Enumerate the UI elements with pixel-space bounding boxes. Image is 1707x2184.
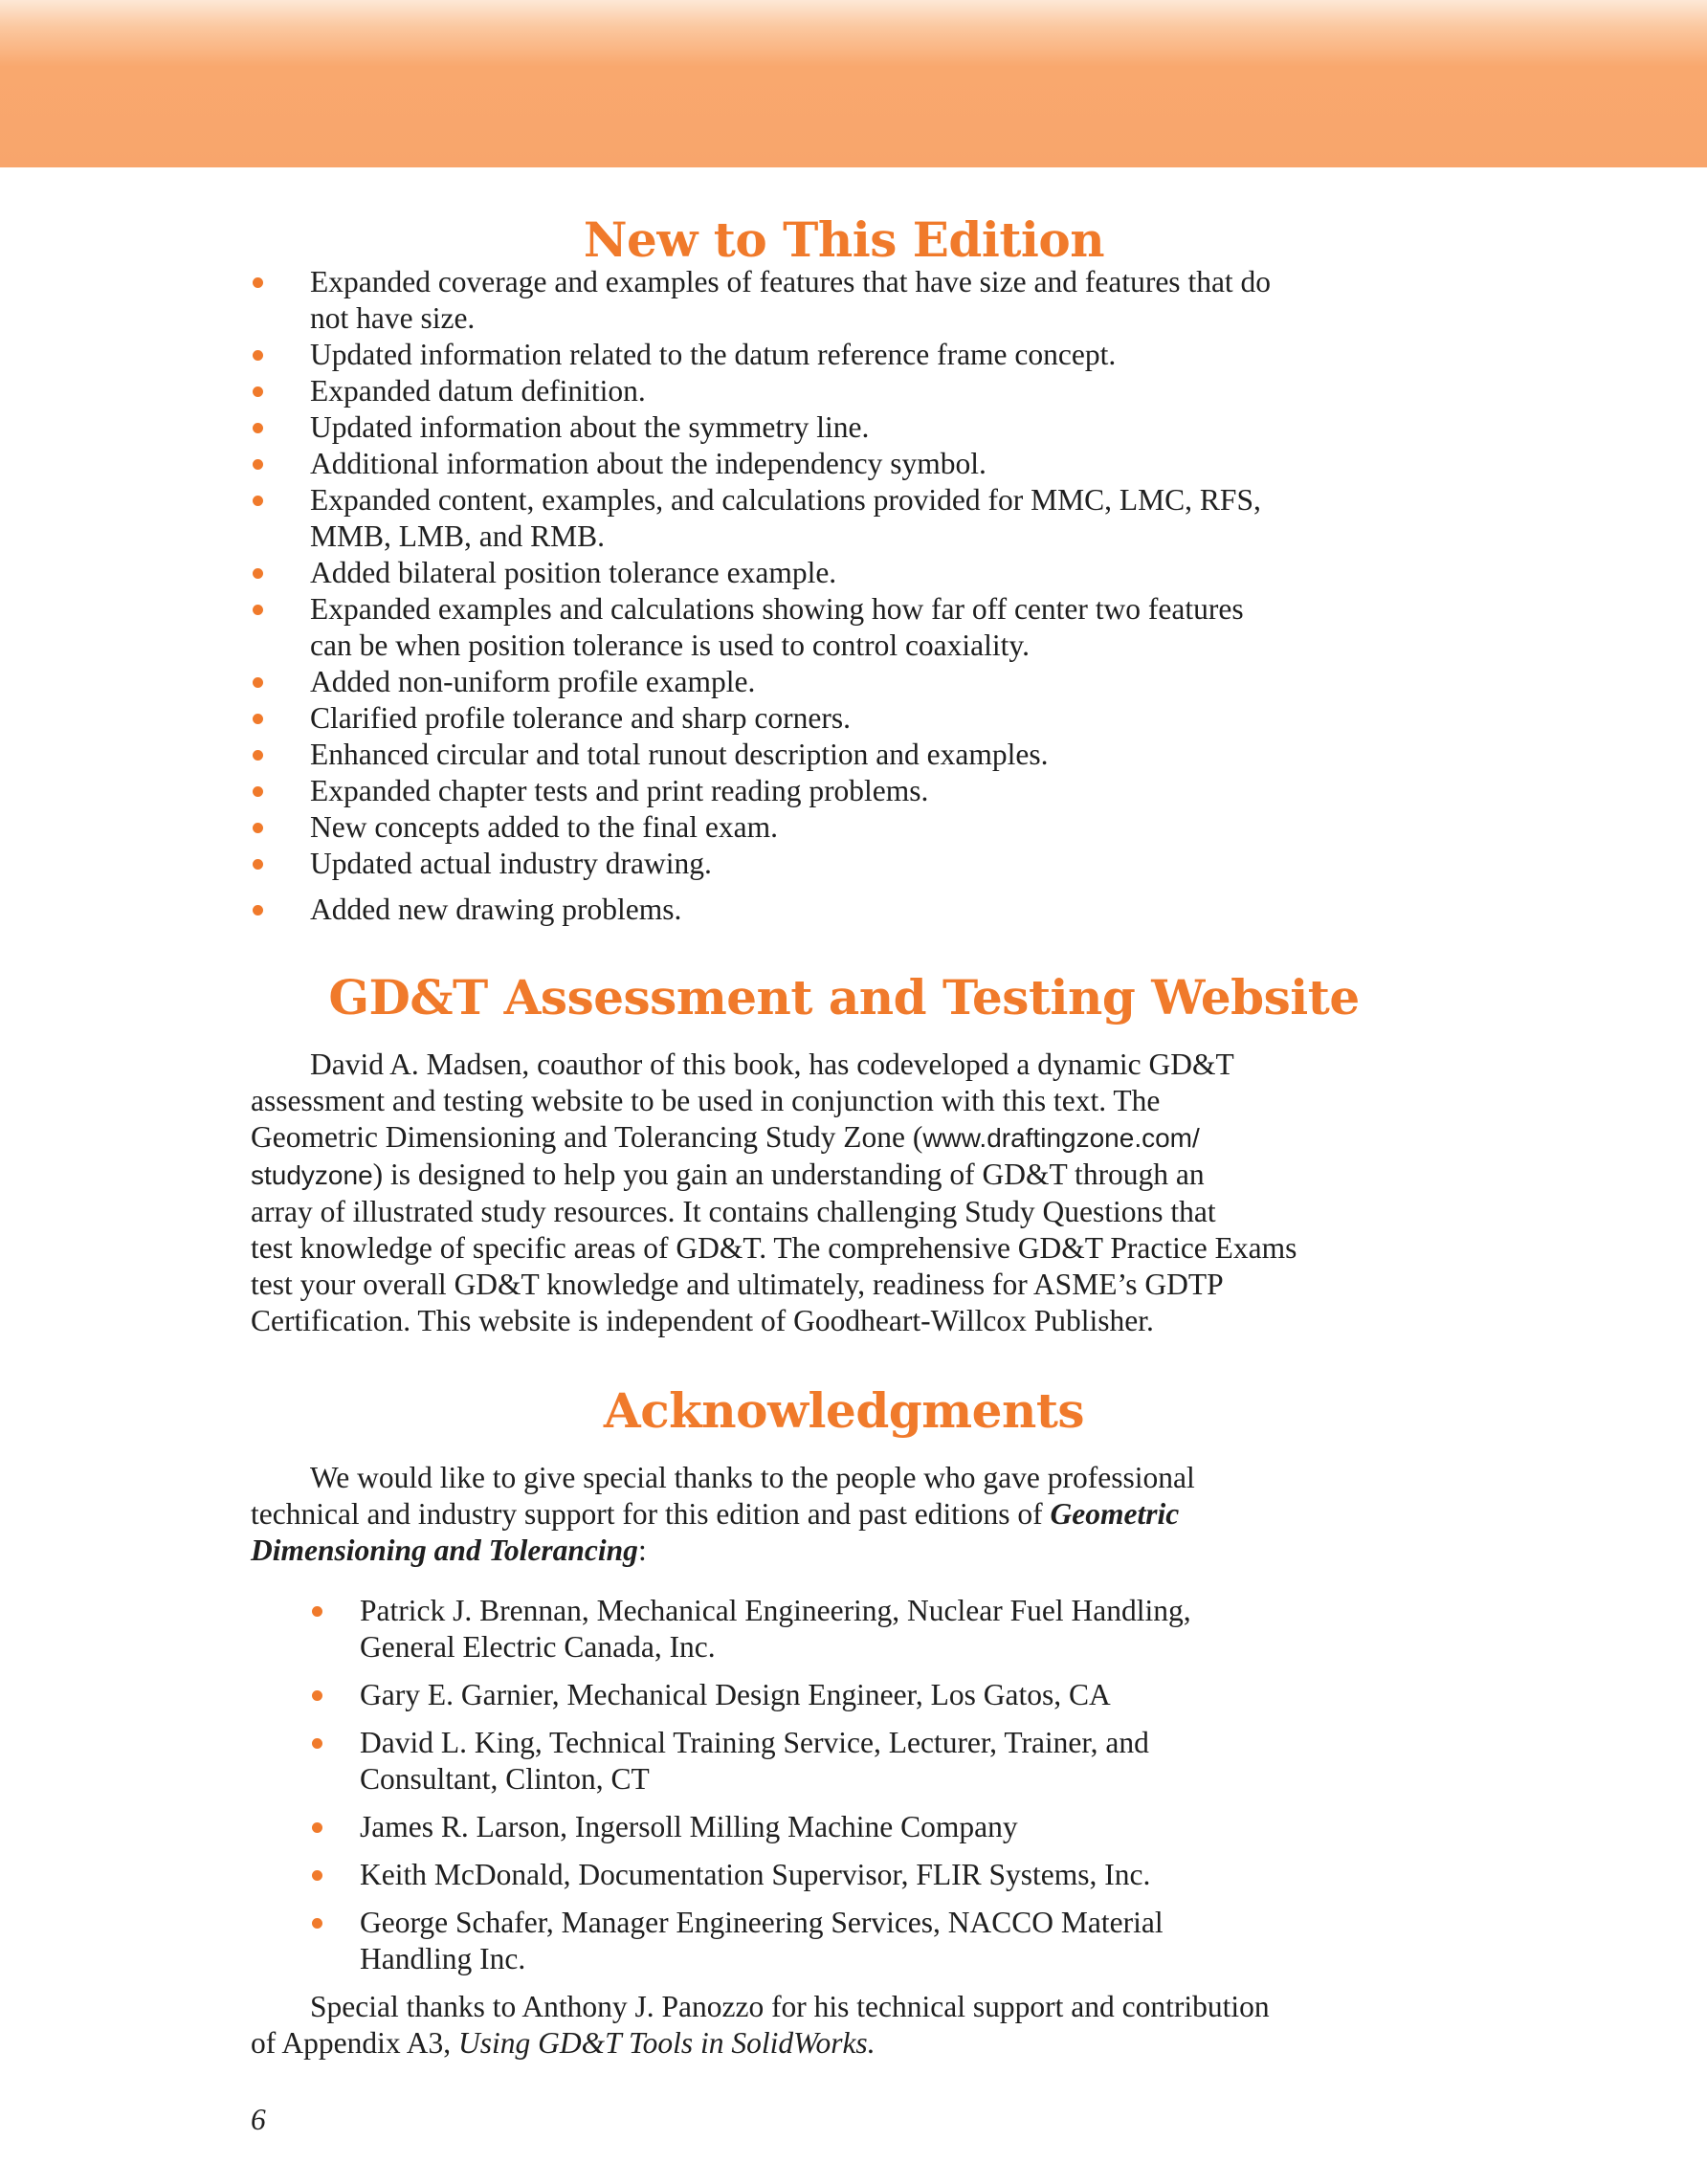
new-edition-item: [251, 409, 1437, 446]
paragraph-line: test your overall GD&T knowledge and ultimately, readiness for ASME’s GDTP: [251, 1268, 1224, 1301]
paragraph-line: [251, 1119, 1437, 1157]
list-item-line: Expanded chapter tests and print reading problems.: [310, 774, 929, 807]
acknowledged-person: [251, 1593, 1437, 1666]
list-item-line: Consultant, Clinton, CT: [360, 1762, 650, 1796]
new-edition-item: [251, 482, 1437, 555]
new-edition-item: [251, 337, 1437, 373]
bullet-dot: [253, 605, 263, 615]
new-edition-item: [251, 555, 1437, 591]
bullet-dot: [312, 1822, 322, 1833]
paragraph-line: We would like to give special thanks to the people who gave professional: [310, 1461, 1195, 1494]
bullet-dot: [312, 1606, 322, 1617]
new-edition-item: [251, 737, 1437, 773]
paragraph-text: technical and industry support for this edition and past editions of: [251, 1497, 1051, 1531]
new-edition-list: [251, 264, 1437, 928]
bullet-dot: [253, 905, 263, 916]
acknowledgments-list: [251, 1593, 1437, 1977]
bullet-dot: [253, 386, 263, 397]
new-edition-item: [251, 773, 1437, 809]
list-item-line: Handling Inc.: [360, 1942, 526, 1975]
bullet-dot: [253, 459, 263, 470]
list-item-line: Updated actual industry drawing.: [310, 847, 712, 880]
acknowledgments-heading: Acknowledgments: [603, 1382, 1085, 1439]
new-edition-item: [251, 591, 1437, 664]
paragraph-line: array of illustrated study resources. It contains challenging Study Questions that: [251, 1195, 1216, 1228]
bullet-dot: [253, 568, 263, 579]
acknowledged-person: [251, 1809, 1437, 1845]
new-edition-item: [251, 700, 1437, 737]
acknowledged-person: [251, 1905, 1437, 1977]
list-item-line: Added non-uniform profile example.: [310, 665, 756, 698]
paragraph-line: test knowledge of specific areas of GD&T. The comprehensive GD&T Practice Exams: [251, 1231, 1297, 1265]
bullet-dot: [253, 823, 263, 833]
list-item-line: Expanded content, examples, and calculations provided for MMC, LMC, RFS,: [310, 483, 1261, 517]
book-title: Dimensioning and Tolerancing: [251, 1533, 638, 1567]
paragraph-line: Certification. This website is independent of Goodheart-Willcox Publisher.: [251, 1304, 1154, 1337]
special-thanks-paragraph: [251, 1989, 1437, 2062]
new-edition-item: [251, 892, 1437, 928]
list-item-line: Gary E. Garnier, Mechanical Design Engineer, Los Gatos, CA: [360, 1678, 1111, 1711]
header-band: [0, 0, 1707, 167]
bullet-dot: [253, 423, 263, 433]
appendix-title: Using GD&T Tools in SolidWorks.: [458, 2026, 876, 2060]
list-item-line: Keith McDonald, Documentation Supervisor, FLIR Systems, Inc.: [360, 1858, 1151, 1891]
list-item-line: Added new drawing problems.: [310, 893, 682, 926]
bullet-dot: [253, 496, 263, 506]
paragraph-text: ) is designed to help you gain an understanding of GD&T through an: [372, 1158, 1205, 1191]
study-zone-link-cont[interactable]: studyzone: [251, 1160, 373, 1190]
bullet-dot: [312, 1690, 322, 1701]
list-item-line: Updated information related to the datum reference frame concept.: [310, 338, 1117, 371]
paragraph-text: Geometric Dimensioning and Tolerancing Study Zone (: [251, 1120, 923, 1154]
list-item-line: Updated information about the symmetry line.: [310, 410, 870, 444]
paragraph-line: Special thanks to Anthony J. Panozzo for his technical support and contribution: [310, 1990, 1270, 2023]
acknowledged-person: [251, 1857, 1437, 1893]
paragraph-line: [251, 2025, 1437, 2062]
list-item-line: Expanded datum definition.: [310, 374, 646, 408]
list-item-line: Expanded coverage and examples of features that have size and features that do: [310, 265, 1272, 298]
list-item-line: Patrick J. Brennan, Mechanical Engineering, Nuclear Fuel Handling,: [360, 1594, 1191, 1627]
bullet-dot: [312, 1918, 322, 1929]
new-edition-item: [251, 664, 1437, 700]
study-zone-link[interactable]: www.draftingzone.com/: [922, 1123, 1200, 1153]
bullet-dot: [253, 859, 263, 870]
gdt-website-heading: GD&T Assessment and Testing Website: [328, 969, 1360, 1026]
gdt-website-paragraph: [251, 1047, 1437, 1339]
acknowledged-person: [251, 1725, 1437, 1798]
list-item-line: Additional information about the independency symbol.: [310, 447, 987, 480]
acknowledged-person: [251, 1677, 1437, 1713]
new-edition-item: [251, 846, 1437, 882]
book-title: Geometric: [1050, 1497, 1180, 1531]
bullet-dot: [253, 277, 263, 288]
paragraph-line: assessment and testing website to be used in conjunction with this text. The: [251, 1084, 1161, 1117]
list-item-line: David L. King, Technical Training Service, Lecturer, Trainer, and: [360, 1726, 1149, 1759]
list-item-line: Enhanced circular and total runout description and examples.: [310, 738, 1049, 771]
page-content: [251, 211, 1437, 2062]
paragraph-text: of Appendix A3,: [251, 2026, 458, 2060]
list-item-line: Added bilateral position tolerance example.: [310, 556, 837, 589]
list-item-line: New concepts added to the final exam.: [310, 810, 778, 844]
list-item-line: General Electric Canada, Inc.: [360, 1630, 716, 1664]
list-item-line: George Schafer, Manager Engineering Services, NACCO Material: [360, 1906, 1164, 1939]
paragraph-line: [251, 1496, 1437, 1533]
list-item-line: not have size.: [310, 301, 476, 335]
new-edition-item: [251, 373, 1437, 409]
list-item-line: MMB, LMB, and RMB.: [310, 519, 606, 553]
list-item-line: Expanded examples and calculations showing how far off center two features: [310, 592, 1244, 626]
list-item-line: Clarified profile tolerance and sharp corners.: [310, 701, 852, 735]
bullet-dot: [253, 786, 263, 797]
paragraph-line: [251, 1533, 1437, 1569]
bullet-dot: [253, 677, 263, 688]
bullet-dot: [253, 714, 263, 724]
list-item-line: can be when position tolerance is used to control coaxiality.: [310, 629, 1030, 662]
new-edition-heading: New to This Edition: [583, 211, 1105, 268]
bullet-dot: [253, 750, 263, 761]
new-edition-item: [251, 809, 1437, 846]
paragraph-line: David A. Madsen, coauthor of this book, has codeveloped a dynamic GD&T: [310, 1048, 1234, 1081]
page-number: 6: [251, 2103, 266, 2136]
paragraph-text: :: [637, 1533, 647, 1567]
acknowledgments-intro: [251, 1460, 1437, 1569]
bullet-dot: [253, 350, 263, 361]
bullet-dot: [312, 1870, 322, 1881]
new-edition-item: [251, 264, 1437, 337]
bullet-dot: [312, 1738, 322, 1749]
paragraph-line: [251, 1157, 1437, 1194]
list-item-line: James R. Larson, Ingersoll Milling Machine Company: [360, 1810, 1018, 1843]
new-edition-item: [251, 446, 1437, 482]
